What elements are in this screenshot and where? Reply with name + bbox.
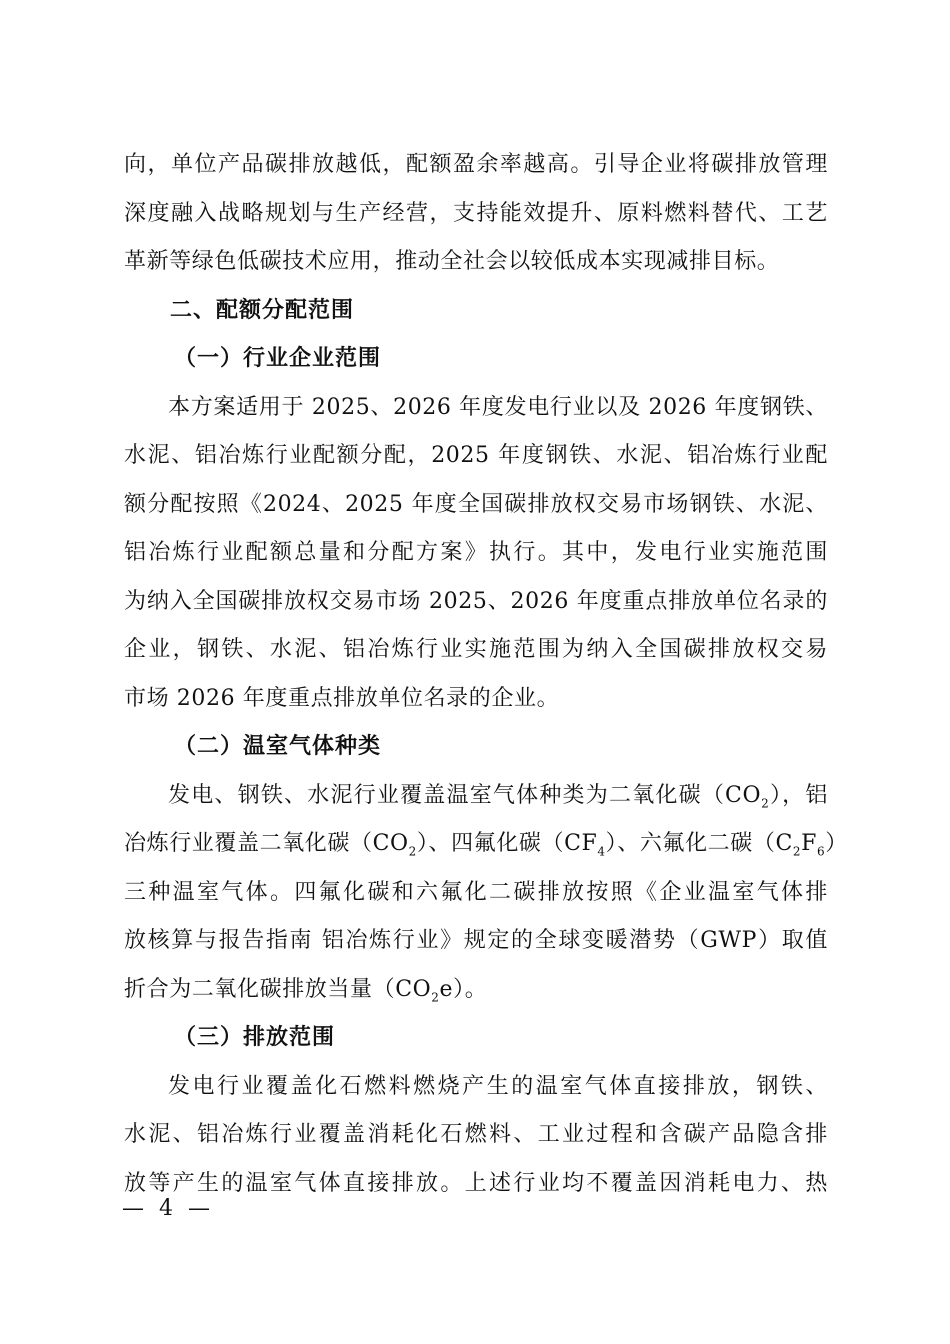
subscript: 4 [597, 844, 606, 859]
body-text-line: 水泥、铝冶炼行业配额分配，2025 年度钢铁、水泥、铝冶炼行业配 [124, 443, 828, 468]
text-run: ），铝 [769, 782, 828, 808]
body-text-line: 三种温室气体。四氟化碳和六氟化二碳排放按照《企业温室气体排 [124, 879, 828, 905]
body-text-line: 为纳入全国碳排放权交易市场 2025、2026 年度重点排放单位名录的 [124, 588, 828, 614]
body-text-line [124, 966, 828, 1015]
page-number: — 4 — [122, 1196, 214, 1221]
subscript: 6 [817, 844, 826, 859]
body-text-line: 放等产生的温室气体直接排放。上述行业均不覆盖因消耗电力、热 [124, 1170, 828, 1196]
text-run: 折合为二氧化碳排放当量（CO [124, 976, 432, 1002]
body-text-line: 革新等绿色低碳技术应用，推动全社会以较低成本实现减排目标。 [124, 249, 780, 274]
subsection-heading: （三）排放范围 [174, 1025, 336, 1050]
body-text-line: 放核算与报告指南 铝冶炼行业》规定的全球变暖潜势（GWP）取值 [124, 928, 828, 953]
body-text-line: 发电行业覆盖化石燃料燃烧产生的温室气体直接排放，钢铁、 [168, 1073, 828, 1099]
text-run: ）、四氟化碳（CF [416, 831, 598, 856]
text-run: e）。 [439, 976, 488, 1002]
body-text-line: 铝冶炼行业配额总量和分配方案》执行。其中，发电行业实施范围 [124, 540, 828, 565]
subsection-heading: （二）温室气体种类 [174, 734, 382, 759]
body-text-line [124, 820, 848, 869]
subsection-heading: （一）行业企业范围 [174, 346, 382, 371]
body-text-line [124, 772, 828, 821]
text-run: 冶炼行业覆盖二氧化碳（CO [124, 831, 409, 856]
text-run: ） [825, 831, 848, 856]
subscript: 2 [431, 989, 440, 1004]
subscript: 2 [792, 844, 802, 859]
document-body [124, 141, 848, 1208]
text-run: F [801, 831, 818, 856]
body-text-line: 深度融入战略规划与生产经营，支持能效提升、原料燃料替代、工艺 [124, 200, 828, 226]
body-text-line: 市场 2026 年度重点排放单位名录的企业。 [124, 685, 560, 711]
body-text-line: 额分配按照《2024、2025 年度全国碳排放权交易市场钢铁、水泥、 [124, 491, 828, 517]
subscript: 2 [408, 844, 417, 859]
text-run: ）、六氟化二碳（C [605, 831, 793, 856]
body-text-line: 企业，钢铁、水泥、铝冶炼行业实施范围为纳入全国碳排放权交易 [124, 637, 828, 662]
body-text-line: 本方案适用于 2025、2026 年度发电行业以及 2026 年度钢铁、 [168, 394, 828, 420]
section-heading: 二、配额分配范围 [170, 297, 355, 323]
text-run: 发电、钢铁、水泥行业覆盖温室气体种类为二氧化碳（CO [168, 782, 762, 808]
body-text-line: 向，单位产品碳排放越低，配额盈余率越高。引导企业将碳排放管理 [124, 152, 828, 177]
subscript: 2 [761, 795, 770, 810]
body-text-line: 水泥、铝冶炼行业覆盖消耗化石燃料、工业过程和含碳产品隐含排 [124, 1122, 828, 1147]
